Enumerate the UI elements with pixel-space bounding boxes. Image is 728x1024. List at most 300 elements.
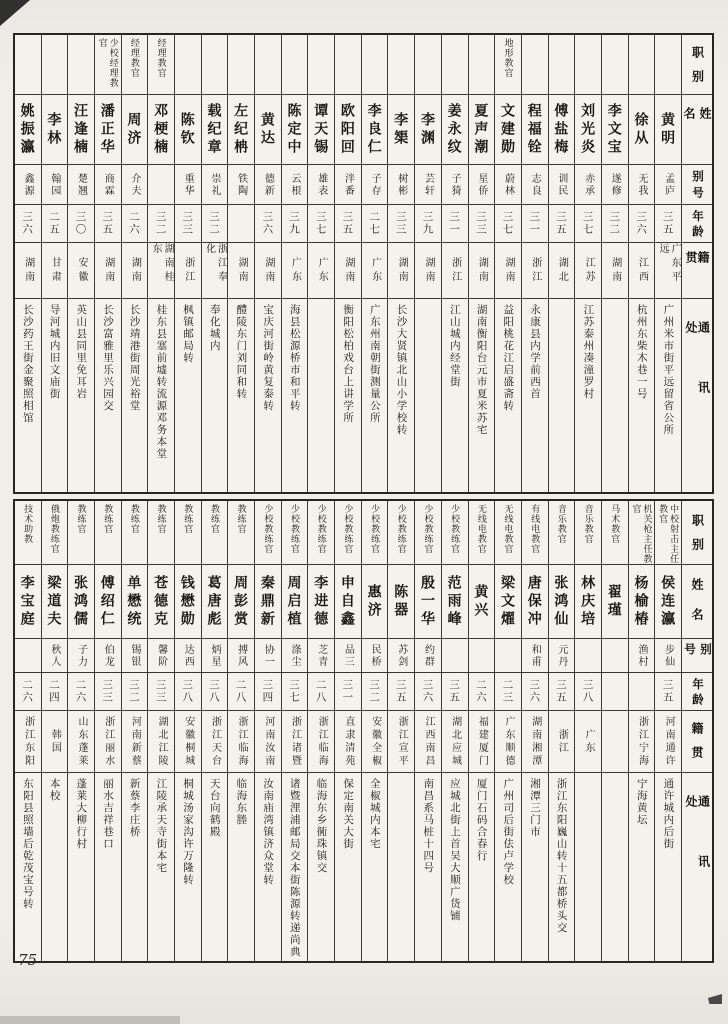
address-cell: 宁海黄坛 xyxy=(635,778,648,826)
origin-cell: 广东 xyxy=(282,243,308,299)
address-cell: 桐城汤家沟许万隆转 xyxy=(182,778,195,886)
person-column xyxy=(147,35,174,492)
duty-cell xyxy=(549,35,575,95)
person-column xyxy=(548,35,575,492)
age-cell: 三五 xyxy=(388,673,414,711)
address-cell xyxy=(415,299,441,492)
duty-cell xyxy=(282,35,308,95)
name-cell: 左纪柟 xyxy=(228,95,254,165)
alias-cell: 鑫源 xyxy=(15,165,41,205)
origin-cell: 湖北应城 xyxy=(442,711,468,773)
origin-cell: 浙江 xyxy=(522,243,548,299)
alias-cell: 子存 xyxy=(362,165,388,205)
address-cell: 枫镇邮局转 xyxy=(182,304,195,364)
duty-cell xyxy=(15,35,41,95)
age-cell: 二八 xyxy=(228,673,254,711)
alias-cell: 商霖 xyxy=(95,165,121,205)
name-cell: 侯连瀛 xyxy=(655,565,681,639)
name-cell: 惠济 xyxy=(362,565,388,639)
header-address: 通讯处 xyxy=(684,795,711,915)
person-column xyxy=(414,501,441,961)
address-cell: 本校 xyxy=(48,778,61,802)
person-column xyxy=(601,501,628,961)
age-cell: 三五 xyxy=(549,673,575,711)
header-age: 年龄 xyxy=(682,205,712,243)
name-cell: 姜永纹 xyxy=(442,95,468,165)
person-column xyxy=(574,501,601,961)
header-origin: 籍贯 xyxy=(682,243,712,299)
person-column xyxy=(441,35,468,492)
age-cell: 二五 xyxy=(42,205,68,243)
person-column xyxy=(468,35,495,492)
person-column xyxy=(334,501,361,961)
age-cell: 三六 xyxy=(255,205,281,243)
person-column xyxy=(94,35,121,492)
duty-cell: 教练官 xyxy=(228,501,254,565)
duty-cell xyxy=(202,35,228,95)
alias-cell: 协一 xyxy=(255,639,281,673)
address-cell: 杭州东柴木巷一号 xyxy=(635,304,648,400)
header-age: 年龄 xyxy=(682,673,712,711)
alias-cell: 崇礼 xyxy=(202,165,228,205)
address-cell: 保定南关大街 xyxy=(342,778,355,850)
duty-cell: 少校教练官 xyxy=(362,501,388,565)
duty-cell: 教练官 xyxy=(95,501,121,565)
name-cell: 梁道夫 xyxy=(42,565,68,639)
name-cell: 唐保冲 xyxy=(522,565,548,639)
origin-cell: 湖北江陵 xyxy=(148,711,174,773)
age-cell: 二六 xyxy=(469,673,495,711)
age-cell: 三二 xyxy=(122,673,148,711)
person-column xyxy=(254,501,281,961)
directory-table-bottom xyxy=(13,499,714,963)
alias-cell: 炳星 xyxy=(202,639,228,673)
address-cell: 诸暨浬浦邮局交本街陈源转递尚典 xyxy=(288,778,301,958)
person-column xyxy=(94,501,121,961)
duty-cell: 音乐教官 xyxy=(575,501,601,565)
age-cell: 二六 xyxy=(68,673,94,711)
origin-cell: 浙江东阳 xyxy=(15,711,41,773)
person-column xyxy=(67,35,94,492)
person-column xyxy=(281,35,308,492)
person-column xyxy=(15,501,41,961)
origin-cell: 浙江天台 xyxy=(202,711,228,773)
address-cell: 桂东县塞前墟转流源邓务本堂 xyxy=(155,304,168,460)
age-cell: 三三 xyxy=(469,205,495,243)
alias-cell: 重华 xyxy=(175,165,201,205)
duty-cell: 技术助教 xyxy=(15,501,41,565)
alias-cell: 苏剑 xyxy=(388,639,414,673)
origin-cell: 湖南桂东 xyxy=(148,243,174,299)
address-cell: 通许城内后街 xyxy=(662,778,675,850)
address-cell: 南昌系马桩十四号 xyxy=(422,778,435,874)
address-cell: 丽水吉祥巷口 xyxy=(101,778,114,850)
name-cell: 姚振瀛 xyxy=(15,95,41,165)
origin-cell: 浙江临海 xyxy=(228,711,254,773)
duty-cell xyxy=(42,35,68,95)
age-cell: 三五 xyxy=(442,673,468,711)
duty-cell: 俄炮教练官 xyxy=(42,501,68,565)
origin-cell: 湖南 xyxy=(122,243,148,299)
name-cell: 周济 xyxy=(122,95,148,165)
alias-cell: 搏风 xyxy=(228,639,254,673)
address-cell: 新蔡李庄桥 xyxy=(128,778,141,838)
duty-cell: 教练官 xyxy=(148,501,174,565)
age-cell: 二三 xyxy=(495,673,521,711)
origin-cell: 湖南 xyxy=(602,243,628,299)
origin-cell: 湖南 xyxy=(15,243,41,299)
alias-cell xyxy=(602,639,628,673)
age-cell: 二八 xyxy=(308,673,334,711)
person-column xyxy=(361,35,388,492)
origin-cell: 湖南 xyxy=(95,243,121,299)
address-cell: 广州米市街平远留省公所 xyxy=(662,304,675,436)
alias-cell xyxy=(495,639,521,673)
page-number: 75 xyxy=(18,951,38,969)
person-column xyxy=(387,501,414,961)
person-column xyxy=(441,501,468,961)
name-cell: 秦鼎新 xyxy=(255,565,281,639)
name-cell: 谭天锡 xyxy=(308,95,334,165)
age-cell: 三一 xyxy=(522,205,548,243)
address-cell: 临海东乡衕珠镇交 xyxy=(315,778,328,874)
duty-cell: 少校教练官 xyxy=(388,501,414,565)
duty-cell: 少校经理教官 xyxy=(95,35,121,95)
alias-cell: 志良 xyxy=(522,165,548,205)
address-cell: 长沙大贤镇北山小学校转 xyxy=(395,304,408,436)
name-cell: 文建勋 xyxy=(495,95,521,165)
duty-cell xyxy=(442,35,468,95)
header-name: 姓名 xyxy=(682,95,712,165)
age-cell: 三二 xyxy=(202,205,228,243)
origin-cell: 安徽桐城 xyxy=(175,711,201,773)
header-column xyxy=(681,35,712,492)
name-cell: 黄达 xyxy=(255,95,281,165)
address-cell xyxy=(549,299,575,492)
alias-cell: 达西 xyxy=(175,639,201,673)
name-cell: 黄兴 xyxy=(469,565,495,639)
address-cell: 宝庆河街岭黄复泰转 xyxy=(262,304,275,412)
name-cell: 夏声潮 xyxy=(469,95,495,165)
person-column xyxy=(414,35,441,492)
age-cell: 三九 xyxy=(282,205,308,243)
age-cell: 三三 xyxy=(148,673,174,711)
duty-cell xyxy=(522,35,548,95)
address-cell: 蓬莱大柳行村 xyxy=(75,778,88,850)
age-cell xyxy=(629,673,655,711)
alias-cell: 泮番 xyxy=(335,165,361,205)
alias-cell xyxy=(442,639,468,673)
person-column xyxy=(227,501,254,961)
address-cell: 永康县内学前西首 xyxy=(528,304,541,400)
origin-cell: 湖北 xyxy=(549,243,575,299)
duty-cell xyxy=(255,35,281,95)
duty-cell: 教练官 xyxy=(202,501,228,565)
origin-cell: 广东平远 xyxy=(655,243,681,299)
header-alias: 别号 xyxy=(682,639,712,673)
name-cell: 殷一华 xyxy=(415,565,441,639)
age-cell: 二七 xyxy=(362,205,388,243)
duty-cell: 中校射击主任教官 xyxy=(655,501,681,565)
alias-cell: 无我 xyxy=(629,165,655,205)
age-cell: 三九 xyxy=(415,205,441,243)
duty-cell: 少校教练官 xyxy=(255,501,281,565)
alias-cell: 馨阶 xyxy=(148,639,174,673)
address-cell: 长沙富雅里乐兴园交 xyxy=(101,304,114,412)
name-cell: 潘正华 xyxy=(95,95,121,165)
duty-cell xyxy=(629,35,655,95)
name-cell: 张鸿仙 xyxy=(549,565,575,639)
alias-cell: 芝青 xyxy=(308,639,334,673)
alias-cell: 元丹 xyxy=(549,639,575,673)
header-duty: 职别 xyxy=(682,35,712,95)
name-cell: 李文宝 xyxy=(602,95,628,165)
age-cell: 三八 xyxy=(175,673,201,711)
name-cell: 刘光炎 xyxy=(575,95,601,165)
origin-cell: 湖南 xyxy=(495,243,521,299)
person-column xyxy=(201,501,228,961)
age-cell: 三七 xyxy=(308,205,334,243)
name-cell: 程福铨 xyxy=(522,95,548,165)
name-cell: 李榘 xyxy=(388,95,414,165)
alias-cell: 子力 xyxy=(68,639,94,673)
alias-cell: 介夫 xyxy=(122,165,148,205)
alias-cell: 步仙 xyxy=(655,639,681,673)
person-column xyxy=(628,35,655,492)
name-cell: 黄明 xyxy=(655,95,681,165)
origin-cell: 安徽 xyxy=(68,243,94,299)
address-cell: 长沙靖港街周光裕堂 xyxy=(128,304,141,412)
alias-cell: 和甫 xyxy=(522,639,548,673)
duty-cell: 教练官 xyxy=(175,501,201,565)
address-cell: 东阳县照墙后乾茂宝号转 xyxy=(21,778,34,910)
duty-cell: 少校教练官 xyxy=(308,501,334,565)
age-cell: 三八 xyxy=(202,673,228,711)
person-column xyxy=(41,501,68,961)
name-cell: 申自鑫 xyxy=(335,565,361,639)
alias-cell: 伯龙 xyxy=(95,639,121,673)
person-column xyxy=(227,35,254,492)
age-cell: 三四 xyxy=(255,673,281,711)
person-column xyxy=(387,35,414,492)
alias-cell: 品三 xyxy=(335,639,361,673)
origin-cell: 江西 xyxy=(629,243,655,299)
age-cell: 三五 xyxy=(549,205,575,243)
age-cell: 三七 xyxy=(495,205,521,243)
alias-cell: 秋人 xyxy=(42,639,68,673)
age-cell: 三一 xyxy=(335,673,361,711)
name-cell: 范雨峰 xyxy=(442,565,468,639)
address-cell: 广州司后街佉卢学校 xyxy=(502,778,515,886)
duty-cell: 少校教练官 xyxy=(442,501,468,565)
name-cell: 李良仁 xyxy=(362,95,388,165)
address-cell: 汝南庙湾镇济众堂转 xyxy=(262,778,275,886)
header-name: 姓名 xyxy=(682,565,712,639)
person-column xyxy=(15,35,41,492)
age-cell: 三六 xyxy=(522,673,548,711)
duty-cell: 无线电教官 xyxy=(495,501,521,565)
alias-cell xyxy=(469,639,495,673)
name-cell: 傅绍仁 xyxy=(95,565,121,639)
duty-cell: 少校教练官 xyxy=(282,501,308,565)
age-cell: 三三 xyxy=(175,205,201,243)
address-cell: 导河城内旧文庙街 xyxy=(48,304,61,400)
duty-cell xyxy=(415,35,441,95)
person-column xyxy=(121,35,148,492)
alias-cell: 树彬 xyxy=(388,165,414,205)
alias-cell: 训民 xyxy=(549,165,575,205)
person-column xyxy=(201,35,228,492)
name-cell: 陈器 xyxy=(388,565,414,639)
person-column xyxy=(521,35,548,492)
alias-cell: 遂修 xyxy=(602,165,628,205)
name-cell: 李渊 xyxy=(415,95,441,165)
person-column xyxy=(41,35,68,492)
duty-cell: 马术教官 xyxy=(602,501,628,565)
origin-cell: 浙江临海 xyxy=(308,711,334,773)
person-column xyxy=(307,501,334,961)
person-column xyxy=(174,501,201,961)
address-cell: 应城北街上首吴大顺广货铺 xyxy=(448,778,461,922)
person-column xyxy=(494,501,521,961)
age-cell: 三五 xyxy=(335,205,361,243)
person-column xyxy=(654,35,681,492)
address-cell: 益阳桃花江启盛斋转 xyxy=(502,304,515,412)
name-cell: 陈定中 xyxy=(282,95,308,165)
alias-cell: 涤尘 xyxy=(282,639,308,673)
person-column xyxy=(281,501,308,961)
origin-cell: 河南新蔡 xyxy=(122,711,148,773)
origin-cell: 浙江宣平 xyxy=(388,711,414,773)
age-cell: 三二 xyxy=(602,205,628,243)
name-cell: 张鸿儒 xyxy=(68,565,94,639)
person-column xyxy=(254,35,281,492)
alias-cell: 雄表 xyxy=(308,165,334,205)
name-cell: 周彭赏 xyxy=(228,565,254,639)
name-cell: 傅盐梅 xyxy=(549,95,575,165)
duty-cell: 经理教官 xyxy=(148,35,174,95)
origin-cell: 广东 xyxy=(362,243,388,299)
age-cell: 三七 xyxy=(575,205,601,243)
origin-cell: 湖南 xyxy=(388,243,414,299)
alias-cell: 渔村 xyxy=(629,639,655,673)
age-cell: 二六 xyxy=(122,205,148,243)
age-cell: 三六 xyxy=(15,205,41,243)
duty-cell: 少校教练官 xyxy=(335,501,361,565)
origin-cell: 浙江诸暨 xyxy=(282,711,308,773)
origin-cell xyxy=(602,711,628,773)
directory-table-top xyxy=(13,33,714,494)
origin-cell: 河南汝南 xyxy=(255,711,281,773)
origin-cell: 河南通许 xyxy=(655,711,681,773)
origin-cell: 安徽全椒 xyxy=(362,711,388,773)
age-cell: 三八 xyxy=(575,673,601,711)
scan-edge-mark xyxy=(708,994,722,1004)
person-column xyxy=(521,501,548,961)
address-cell: 奉化城内 xyxy=(208,304,221,352)
origin-cell: 浙江宁海 xyxy=(629,711,655,773)
duty-cell xyxy=(308,35,334,95)
scan-corner-smudge xyxy=(0,0,30,26)
duty-cell xyxy=(228,35,254,95)
origin-cell: 湖南 xyxy=(469,243,495,299)
origin-cell: 湖南 xyxy=(255,243,281,299)
duty-cell xyxy=(335,35,361,95)
duty-cell: 经理教官 xyxy=(122,35,148,95)
address-cell: 海县松源桥市和平转 xyxy=(288,304,301,412)
name-cell: 葛唐彪 xyxy=(202,565,228,639)
person-column xyxy=(174,35,201,492)
address-cell xyxy=(602,299,628,492)
address-cell: 衡阳松柏戏台上讲学所 xyxy=(342,304,355,424)
name-cell: 梁文燿 xyxy=(495,565,521,639)
header-address: 通讯处 xyxy=(684,321,711,441)
address-cell xyxy=(388,773,414,961)
duty-cell: 无线电教官 xyxy=(469,501,495,565)
address-cell: 厦门石码合春行 xyxy=(475,778,488,862)
name-cell: 陈钦 xyxy=(175,95,201,165)
address-cell: 临海东塍 xyxy=(235,778,248,826)
origin-cell: 湖南湘潭 xyxy=(522,711,548,773)
alias-cell xyxy=(148,165,174,205)
age-cell: 二六 xyxy=(15,673,41,711)
alias-cell: 子猗 xyxy=(442,165,468,205)
address-cell: 长沙药王街金聚照相馆 xyxy=(21,304,34,424)
address-cell: 湖南衡阳台元市夏米苏宅 xyxy=(475,304,488,436)
header-duty: 职别 xyxy=(682,501,712,565)
duty-cell xyxy=(602,35,628,95)
age-cell: 三三 xyxy=(388,205,414,243)
duty-cell: 机关枪主任教官 xyxy=(629,501,655,565)
age-cell: 三六 xyxy=(415,673,441,711)
origin-cell: 江西南昌 xyxy=(415,711,441,773)
origin-cell: 甘肃 xyxy=(42,243,68,299)
origin-cell: 湖南 xyxy=(335,243,361,299)
name-cell: 载纪章 xyxy=(202,95,228,165)
duty-cell: 教练官 xyxy=(68,501,94,565)
name-cell: 单懋统 xyxy=(122,565,148,639)
address-cell xyxy=(602,773,628,961)
address-cell: 江陵承天寺街本宅 xyxy=(155,778,168,874)
name-cell: 杨榆椿 xyxy=(629,565,655,639)
origin-cell: 江苏 xyxy=(575,243,601,299)
origin-cell: 韩国 xyxy=(42,711,68,773)
address-cell xyxy=(575,773,601,961)
person-column xyxy=(548,501,575,961)
name-cell: 苍德克 xyxy=(148,565,174,639)
origin-cell: 浙江 xyxy=(549,711,575,773)
duty-cell: 有线电教官 xyxy=(522,501,548,565)
origin-cell: 广东 xyxy=(575,711,601,773)
alias-cell xyxy=(15,639,41,673)
person-column xyxy=(307,35,334,492)
age-cell: 三一 xyxy=(442,205,468,243)
age-cell: 三〇 xyxy=(68,205,94,243)
origin-cell: 浙江奉化 xyxy=(202,243,228,299)
alias-cell: 楚翘 xyxy=(68,165,94,205)
name-cell: 汪逢楠 xyxy=(68,95,94,165)
name-cell: 李进德 xyxy=(308,565,334,639)
duty-cell xyxy=(175,35,201,95)
alias-cell: 约群 xyxy=(415,639,441,673)
origin-cell: 湖南 xyxy=(228,243,254,299)
duty-cell xyxy=(68,35,94,95)
address-cell: 天台向鹤殿 xyxy=(208,778,221,838)
person-column xyxy=(601,35,628,492)
person-column xyxy=(654,501,681,961)
origin-cell: 直隶清苑 xyxy=(335,711,361,773)
person-column xyxy=(147,501,174,961)
